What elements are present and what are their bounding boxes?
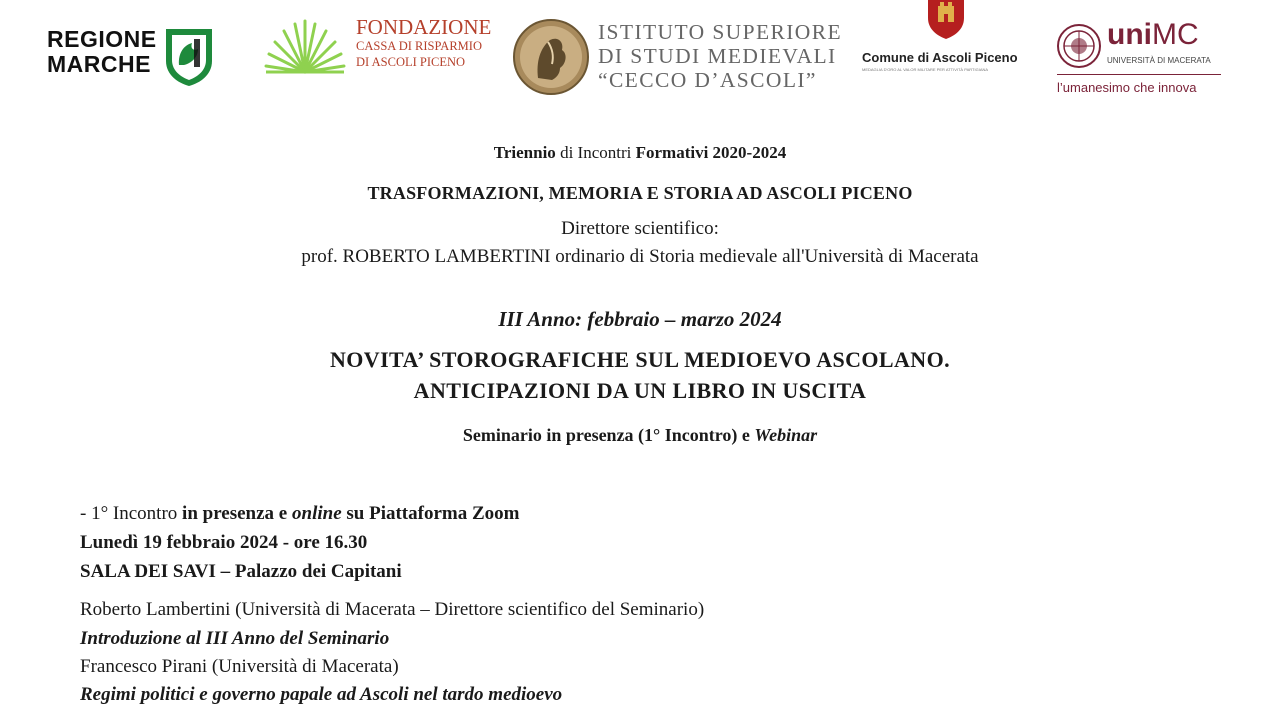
unimc-subtitle: UNIVERSITÀ DI MACERATA [1107,56,1211,65]
fondazione-wordmark [356,16,491,70]
talk-2-title: Regimi politici e governo papale ad Ascoli nel tardo medioevo [80,684,563,705]
talk-1-title: Introduzione al III Anno del Seminario [80,628,390,649]
triennio-line: Triennio di Incontri Formativi 2020-2024 [493,143,787,162]
unimc-tagline: l’umanesimo che innova [1057,80,1197,95]
unimc-mc: MC [1152,18,1199,51]
format-line: Seminario in presenza (1° Incontro) e Webinar [462,425,818,445]
unimc-divider [1057,74,1221,75]
cecco-medallion-icon [512,18,590,96]
director-text: prof. ROBERTO LAMBERTINI ordinario di Storia medievale all'Università di Macerata [301,246,979,267]
event-venue: SALA DEI SAVI – Palazzo dei Capitani [80,561,402,582]
regione-shield-icon [164,27,214,87]
unimc-uni: uni [1107,18,1152,51]
event-date: Lunedì 19 febbraio 2024 - ore 16.30 [80,532,368,553]
comune-subtitle: MEDAGLIA D'ORO AL VALOR MILITARE PER ATTIVITÀ PARTIGIANA [862,67,989,72]
unimc-seal-icon [1057,24,1101,68]
director-label: Direttore scientifico: [561,218,719,239]
fondazione-fan-icon [260,16,350,76]
title-line-1: NOVITA’ STOROGRAFICHE SUL MEDIOEVO ASCOLANO. [329,347,950,372]
unimc-wordmark [1107,18,1199,52]
fondazione-line2: DI ASCOLI PICENO [356,55,466,69]
regione-marche-wordmark: REGIONE MARCHE [47,26,157,77]
speaker-2: Francesco Pirani (Università di Macerata) [80,656,399,677]
istituto-line3: “CECCO D’ASCOLI” [598,68,817,92]
istituto-line2: DI STUDI MEDIEVALI [598,44,837,68]
istituto-wordmark [598,20,842,92]
speaker-1: Roberto Lambertini (Università di Macerata – Direttore scientifico del Seminario) [80,599,705,620]
istituto-line1: ISTITUTO SUPERIORE [598,20,842,44]
fondazione-title: FONDAZIONE [356,15,492,39]
comune-name: Comune di Ascoli Piceno [862,50,1018,65]
comune-crest-icon [926,0,966,40]
fondazione-line1: CASSA DI RISPARMIO [356,39,482,53]
year-heading: III Anno: febbraio – marzo 2024 [498,307,782,331]
regione-marche-logo [47,27,157,77]
title-line-2: ANTICIPAZIONI DA UN LIBRO IN USCITA [413,378,867,403]
series-title: TRASFORMAZIONI, MEMORIA E STORIA AD ASCOLI PICENO [367,183,913,203]
meeting-line: - 1° Incontro in presenza e online su Piattaforma Zoom [80,503,520,524]
